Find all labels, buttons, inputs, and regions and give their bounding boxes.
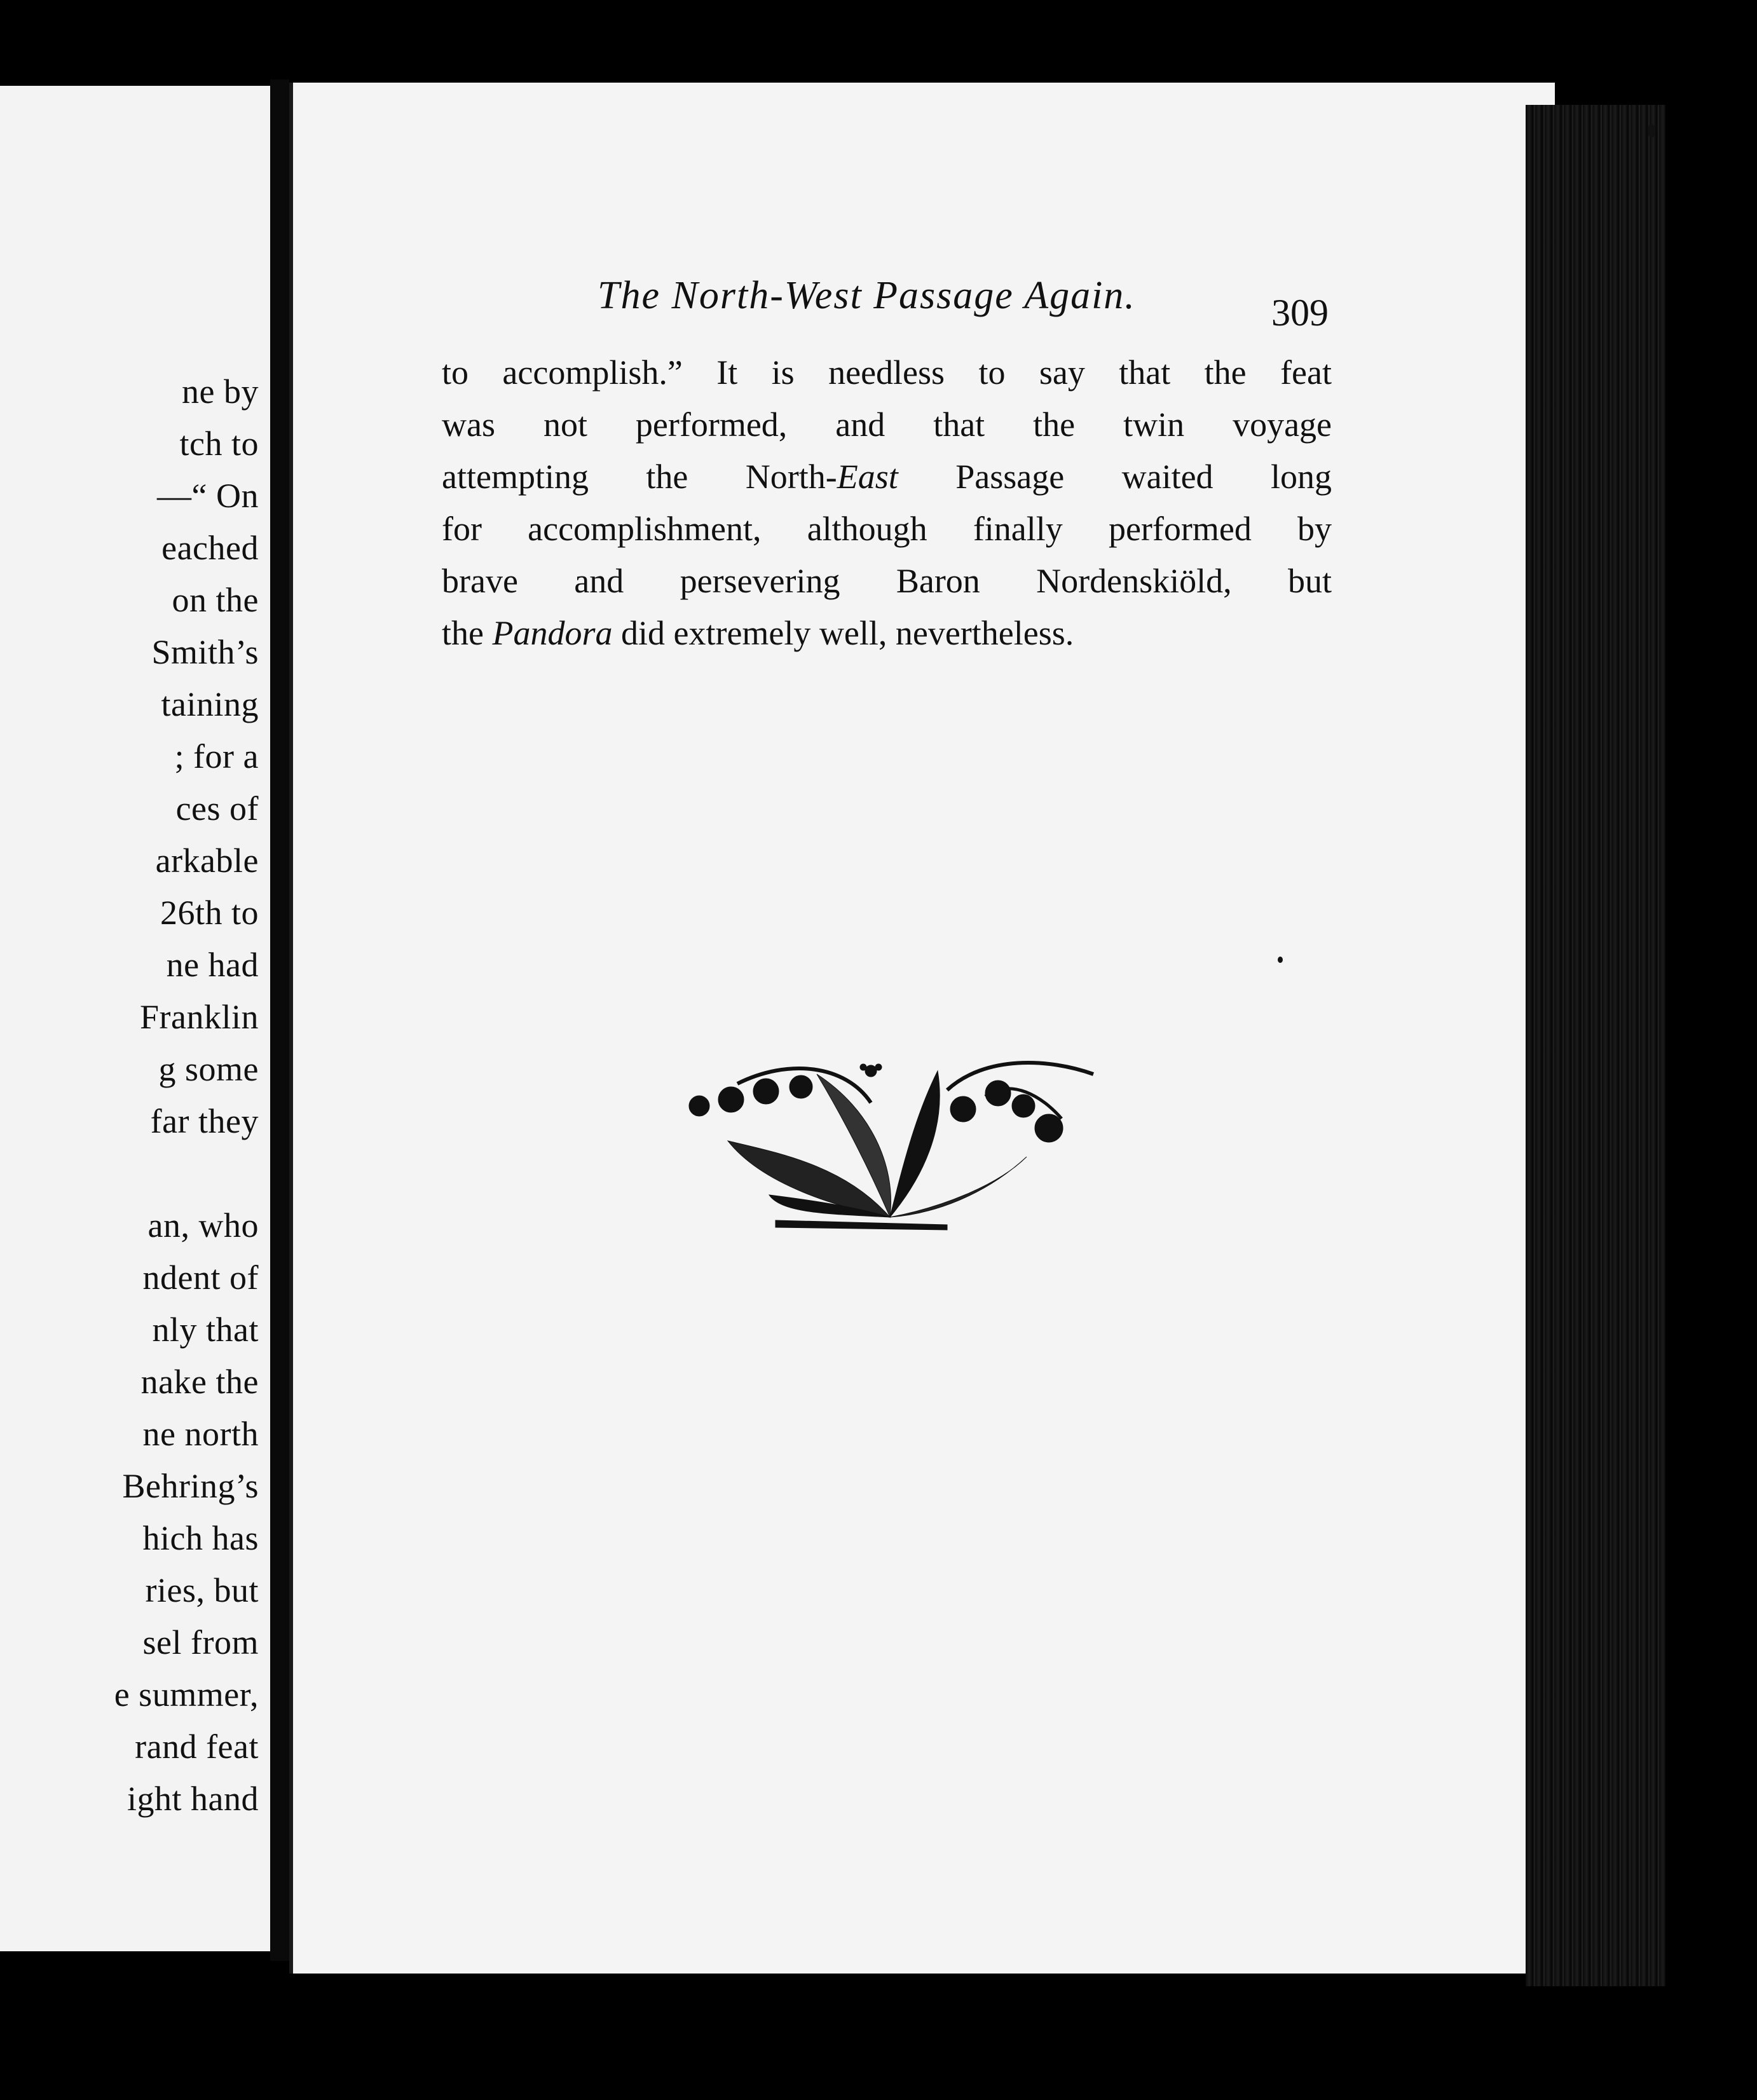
left-page-line: ries, but [145, 1571, 259, 1609]
left-page-line: tch to [179, 425, 259, 463]
left-page-line: 26th to [160, 894, 259, 932]
left-page [0, 86, 272, 1951]
body-line: the Pandora did extremely well, nevertheless. [442, 614, 1074, 652]
page-edges [1526, 105, 1665, 1986]
book-gutter [270, 79, 289, 1961]
left-page-line: ndent of [142, 1258, 259, 1297]
left-page-line: hich has [142, 1519, 259, 1557]
left-page-line: rand feat [135, 1728, 259, 1766]
left-page-line: ight hand [127, 1780, 259, 1818]
running-head: The North-West Passage Again. [598, 274, 1136, 317]
left-page-line: Franklin [140, 998, 259, 1036]
left-page-line: ; for a [174, 737, 259, 775]
left-page-line: g some [158, 1050, 259, 1088]
left-page-line: ne by [182, 372, 259, 411]
body-line: brave and persevering Baron Nordenskiöld, but [442, 562, 1332, 600]
left-page-line: ces of [175, 789, 259, 828]
left-page-line: nake the [140, 1363, 259, 1401]
left-page-line: sel from [142, 1623, 259, 1661]
left-page-line: an, who [147, 1206, 259, 1244]
left-page-line: Smith’s [151, 633, 259, 671]
left-page-line: e summer, [114, 1675, 259, 1714]
left-page-line: nly that [152, 1311, 259, 1349]
body-line: attempting the North-East Passage waited long [442, 458, 1332, 496]
left-page-line: arkable [155, 842, 259, 880]
lily-of-the-valley-ornament [680, 1058, 1100, 1233]
left-page-line: on the [172, 581, 259, 619]
body-line: was not performed, and that the twin voyage [442, 406, 1332, 444]
body-line: for accomplishment, although finally performed by [442, 510, 1332, 548]
left-page-line: ne had [166, 946, 259, 984]
left-page-line: ne north [142, 1415, 259, 1453]
page-number: 309 [1271, 292, 1329, 334]
body-line: to accomplish.” It is needless to say that the feat [442, 353, 1332, 392]
ink-speck [1648, 124, 1655, 138]
left-page-line: far they [150, 1102, 259, 1140]
left-page-line: —“ On [157, 477, 259, 515]
left-page-line: Behring’s [122, 1467, 259, 1505]
left-page-line: taining [161, 685, 259, 723]
ink-speck [1278, 957, 1283, 963]
left-page-line: eached [161, 529, 259, 567]
body-paragraph [442, 346, 1332, 659]
